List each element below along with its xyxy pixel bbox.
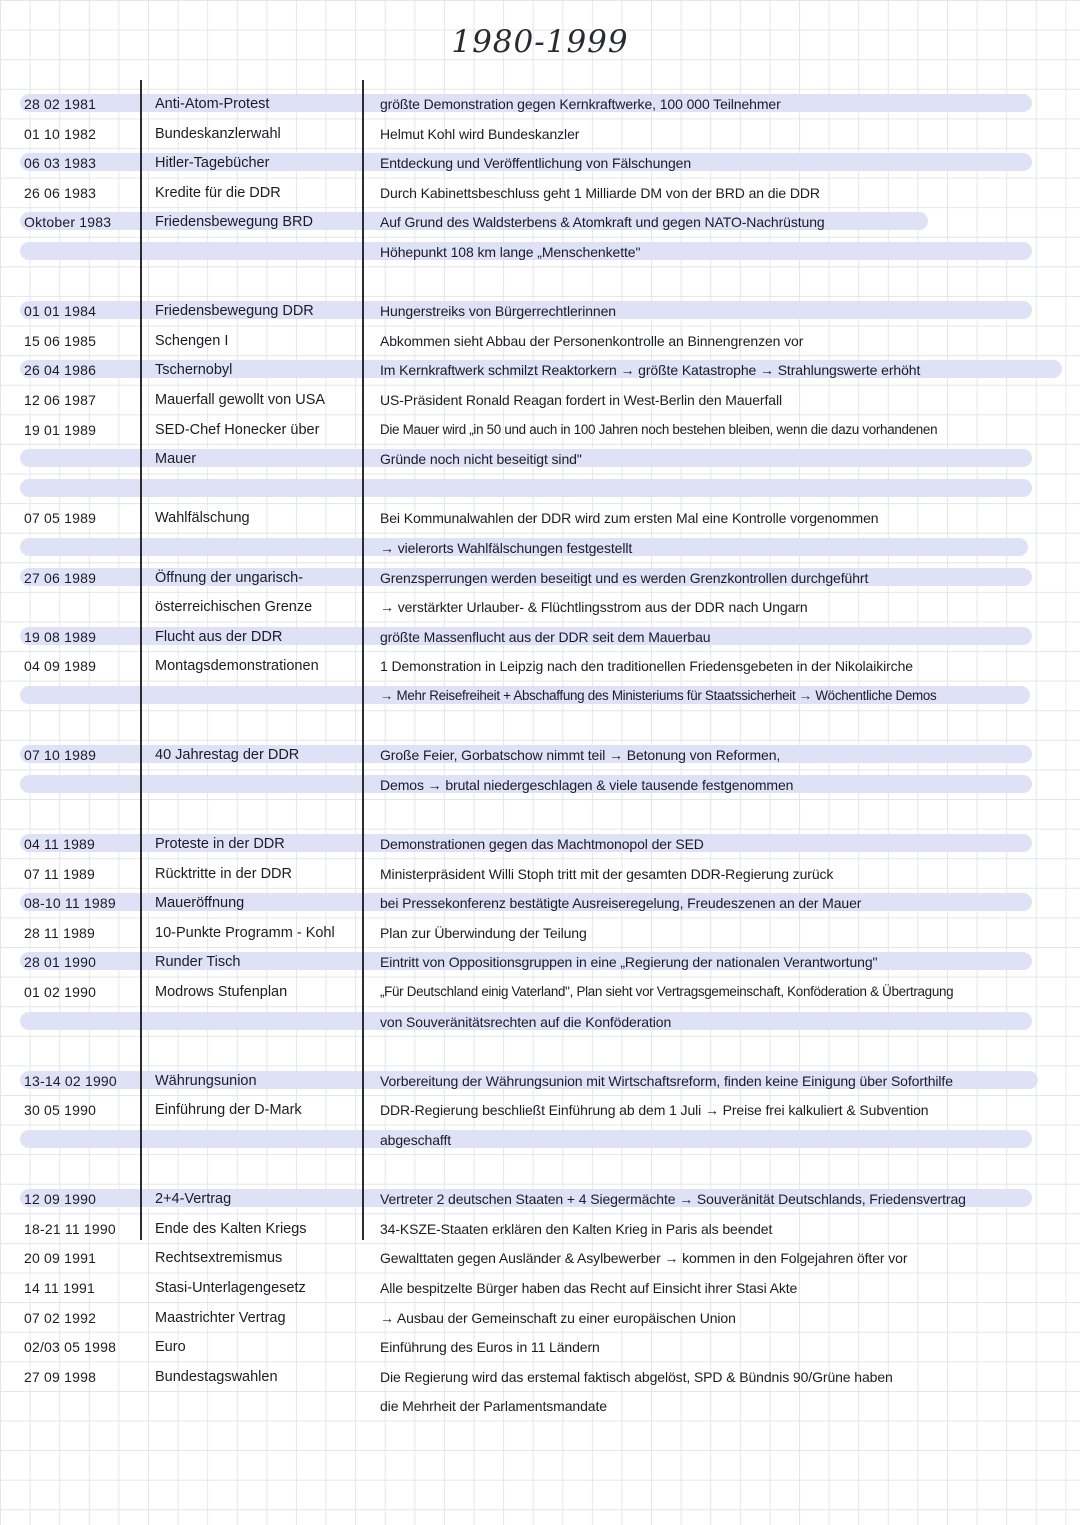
row-line bbox=[0, 859, 1080, 889]
event-cell: 40 Jahrestag der DDR bbox=[155, 747, 300, 764]
row-line bbox=[0, 592, 1080, 622]
timeline-row bbox=[0, 859, 1080, 889]
event-cell: Mauerfall gewollt von USA bbox=[155, 392, 326, 408]
date-cell: 18-21 11 1990 bbox=[24, 1220, 116, 1237]
row-line bbox=[0, 178, 1080, 208]
row-line bbox=[0, 355, 1080, 385]
date-cell: 01 10 1982 bbox=[24, 125, 97, 142]
date-cell: 13-14 02 1990 bbox=[24, 1072, 117, 1089]
row-line bbox=[0, 326, 1080, 356]
timeline-row bbox=[0, 296, 1080, 326]
description-cell: → verstärkter Urlauber- & Flüchtlingsstrom aus der DDR nach Ungarn bbox=[380, 599, 808, 616]
description-cell: Demos → brutal niedergeschlagen & viele tausende festgenommen bbox=[380, 776, 794, 793]
event-cell: Runder Tisch bbox=[155, 954, 241, 971]
timeline-row bbox=[0, 1066, 1080, 1096]
timeline-row bbox=[0, 1362, 1080, 1421]
event-cell: Friedensbewegung DDR bbox=[155, 303, 314, 320]
timeline-row bbox=[0, 977, 1080, 1036]
date-cell: 01 01 1984 bbox=[24, 303, 97, 320]
row-line bbox=[0, 651, 1080, 681]
row-line bbox=[0, 918, 1080, 948]
description-cell: Die Regierung wird das erstemal faktisch abgelöst, SPD & Bündnis 90/Grüne haben bbox=[380, 1368, 893, 1385]
description-cell: abgeschafft bbox=[380, 1131, 452, 1148]
timeline-row bbox=[0, 1273, 1080, 1303]
row-line bbox=[0, 1066, 1080, 1096]
description-cell: größte Demonstration gegen Kernkraftwerke, 100 000 Teilnehmer bbox=[380, 96, 781, 112]
event-cell: Hitler-Tagebücher bbox=[155, 155, 270, 172]
event-cell: Rechtsextremismus bbox=[155, 1250, 283, 1267]
row-line bbox=[0, 622, 1080, 652]
timeline-row bbox=[0, 918, 1080, 948]
date-cell: 07 02 1992 bbox=[24, 1309, 97, 1326]
timeline-row bbox=[0, 385, 1080, 415]
description-cell: → Ausbau der Gemeinschaft zu einer europäischen Union bbox=[380, 1309, 736, 1326]
row-line bbox=[0, 1214, 1080, 1244]
row-line bbox=[0, 1391, 1080, 1421]
row-line bbox=[0, 1095, 1080, 1125]
row-line bbox=[0, 888, 1080, 918]
timeline-row bbox=[0, 355, 1080, 385]
timeline-row bbox=[0, 622, 1080, 652]
description-cell: Grenzsperrungen werden beseitigt und es werden Grenzkontrollen durchgeführt bbox=[380, 569, 869, 586]
description-cell: Hungerstreiks von Bürgerrechtlerinnen bbox=[380, 303, 616, 320]
timeline-row bbox=[0, 947, 1080, 977]
description-cell: Entdeckung und Veröffentlichung von Fälschungen bbox=[380, 155, 692, 172]
event-cell: Maueröffnung bbox=[155, 895, 245, 912]
timeline-row bbox=[0, 1214, 1080, 1244]
description-cell: DDR-Regierung beschließt Einführung ab dem 1 Juli → Preise frei kalkuliert & Subvention bbox=[380, 1102, 929, 1119]
row-line bbox=[0, 1243, 1080, 1273]
timeline-row bbox=[0, 563, 1080, 622]
timeline-row bbox=[0, 829, 1080, 859]
description-cell: 34-KSZE-Staaten erklären den Kalten Krieg in Paris als beendet bbox=[380, 1220, 773, 1237]
date-cell: 01 02 1990 bbox=[24, 984, 97, 1000]
description-cell: Vorbereitung der Währungsunion mit Wirtschaftsreform, finden keine Einigung über Soforthilfe bbox=[380, 1072, 953, 1089]
event-cell: Mauer bbox=[155, 451, 197, 468]
row-line bbox=[0, 1007, 1080, 1037]
date-cell: 07 11 1989 bbox=[24, 865, 96, 882]
event-cell: Montagsdemonstrationen bbox=[155, 658, 319, 675]
description-cell: von Souveränitätsrechten auf die Konföderation bbox=[380, 1013, 672, 1030]
page-title: 1980-1999 bbox=[451, 24, 629, 60]
row-line bbox=[0, 770, 1080, 800]
timeline-row bbox=[0, 651, 1080, 710]
date-cell: 28 01 1990 bbox=[24, 954, 97, 971]
date-cell: 30 05 1990 bbox=[24, 1102, 97, 1119]
event-cell: Friedensbewegung BRD bbox=[155, 214, 313, 231]
date-cell: 12 09 1990 bbox=[24, 1191, 97, 1208]
timeline-row bbox=[0, 89, 1080, 119]
event-cell: Rücktritte in der DDR bbox=[155, 865, 292, 882]
description-cell: „Für Deutschland einig Vaterland", Plan sieht vor Vertragsgemeinschaft, Konföderation & Übertragung bbox=[380, 984, 954, 999]
row-line bbox=[0, 947, 1080, 977]
timeline-row bbox=[0, 503, 1080, 562]
description-cell: US-Präsident Ronald Reagan fordert in West-Berlin den Mauerfall bbox=[380, 392, 782, 408]
date-cell: 28 02 1981 bbox=[24, 96, 97, 112]
timeline-row bbox=[0, 1332, 1080, 1362]
row-line bbox=[0, 1332, 1080, 1362]
timeline-row bbox=[0, 415, 1080, 474]
row-line bbox=[0, 119, 1080, 149]
event-cell: Wahlfälschung bbox=[155, 510, 250, 527]
row-line bbox=[0, 740, 1080, 770]
event-cell: Bundestagswahlen bbox=[155, 1368, 278, 1385]
description-cell: Die Mauer wird „in 50 und auch in 100 Jahren noch bestehen bleiben, wenn die dazu vorhandenen bbox=[380, 421, 938, 437]
event-cell: Bundeskanzlerwahl bbox=[155, 125, 281, 142]
row-line bbox=[0, 148, 1080, 178]
timeline-row bbox=[0, 1303, 1080, 1333]
row-line bbox=[0, 444, 1080, 474]
event-cell: Ende des Kalten Kriegs bbox=[155, 1220, 307, 1237]
description-cell: Demonstrationen gegen das Machtmonopol der SED bbox=[380, 836, 704, 852]
date-cell: 26 04 1986 bbox=[24, 362, 97, 379]
row-line bbox=[0, 207, 1080, 237]
timeline-row bbox=[0, 1184, 1080, 1214]
date-cell: 12 06 1987 bbox=[24, 392, 97, 408]
event-cell: österreichischen Grenze bbox=[155, 599, 313, 616]
timeline-row bbox=[0, 1095, 1080, 1154]
row-line bbox=[0, 533, 1080, 563]
event-cell: Maastrichter Vertrag bbox=[155, 1309, 286, 1326]
date-cell: 27 06 1989 bbox=[24, 569, 97, 586]
row-line bbox=[0, 1303, 1080, 1333]
date-cell: 19 01 1989 bbox=[24, 421, 97, 438]
row-line bbox=[0, 385, 1080, 415]
date-cell: 20 09 1991 bbox=[24, 1250, 97, 1267]
row-line bbox=[0, 1125, 1080, 1155]
row-line bbox=[0, 681, 1080, 711]
description-cell: Große Feier, Gorbatschow nimmt teil → Betonung von Reformen, bbox=[380, 747, 781, 764]
date-cell: 14 11 1991 bbox=[24, 1280, 96, 1296]
description-cell: Ministerpräsident Willi Stoph tritt mit der gesamten DDR-Regierung zurück bbox=[380, 865, 834, 882]
timeline-row bbox=[0, 148, 1080, 178]
description-cell: Vertreter 2 deutschen Staaten + 4 Siegermächte → Souveränität Deutschlands, Friedensvertrag bbox=[380, 1191, 966, 1208]
timeline-row bbox=[0, 326, 1080, 356]
description-cell: Gewalttaten gegen Ausländer & Asylbewerber → kommen in den Folgejahren öfter vor bbox=[380, 1250, 908, 1267]
row-line bbox=[0, 563, 1080, 593]
description-cell: Durch Kabinettsbeschluss geht 1 Milliarde DM von der BRD an die DDR bbox=[380, 184, 820, 201]
row-line bbox=[0, 1362, 1080, 1392]
event-cell: Proteste in der DDR bbox=[155, 836, 285, 852]
event-cell: Anti-Atom-Protest bbox=[155, 96, 270, 112]
row-line bbox=[0, 415, 1080, 445]
date-cell: 06 03 1983 bbox=[24, 155, 97, 172]
date-cell: 26 06 1983 bbox=[24, 184, 97, 201]
event-cell: Öffnung der ungarisch- bbox=[155, 569, 304, 586]
row-line bbox=[0, 503, 1080, 533]
description-cell: Auf Grund des Waldsterbens & Atomkraft und gegen NATO-Nachrüstung bbox=[380, 214, 825, 231]
row-line bbox=[0, 89, 1080, 119]
row-line bbox=[0, 977, 1080, 1007]
timeline-row bbox=[0, 119, 1080, 149]
date-cell: 02/03 05 1998 bbox=[24, 1339, 117, 1356]
timeline-row bbox=[0, 178, 1080, 208]
date-cell: 07 10 1989 bbox=[24, 747, 97, 764]
row-line bbox=[0, 1184, 1080, 1214]
date-cell: 04 11 1989 bbox=[24, 836, 96, 852]
date-cell: 04 09 1989 bbox=[24, 658, 97, 675]
row-line bbox=[0, 296, 1080, 326]
description-cell: Helmut Kohl wird Bundeskanzler bbox=[380, 125, 580, 142]
description-cell: → Mehr Reisefreiheit + Abschaffung des Ministeriums für Staatssicherheit → Wöchentliche Demos bbox=[380, 687, 937, 703]
description-cell: größte Massenflucht aus der DDR seit dem Mauerbau bbox=[380, 628, 711, 645]
description-cell: die Mehrheit der Parlamentsmandate bbox=[380, 1398, 607, 1415]
date-cell: 07 05 1989 bbox=[24, 510, 97, 527]
date-cell: 08-10 11 1989 bbox=[24, 895, 116, 912]
description-cell: Einführung des Euros in 11 Ländern bbox=[380, 1339, 600, 1356]
row-line bbox=[0, 829, 1080, 859]
event-cell: 2+4-Vertrag bbox=[155, 1191, 232, 1208]
row-line bbox=[0, 237, 1080, 267]
event-cell: Einführung der D-Mark bbox=[155, 1102, 302, 1119]
description-cell: Im Kernkraftwerk schmilzt Reaktorkern → größte Katastrophe → Strahlungswerte erhöht bbox=[380, 362, 921, 379]
timeline-row bbox=[0, 1243, 1080, 1273]
description-cell: → vielerorts Wahlfälschungen festgestellt bbox=[380, 539, 633, 556]
description-cell: Eintritt von Oppositionsgruppen in eine „Regierung der nationalen Verantwortung" bbox=[380, 954, 878, 971]
timeline-row bbox=[0, 740, 1080, 799]
event-cell: 10-Punkte Programm - Kohl bbox=[155, 924, 335, 941]
event-cell: Stasi-Unterlagengesetz bbox=[155, 1280, 306, 1296]
event-cell: Euro bbox=[155, 1339, 186, 1356]
event-cell: Währungsunion bbox=[155, 1072, 257, 1089]
date-cell: 15 06 1985 bbox=[24, 332, 97, 349]
description-cell: bei Pressekonferenz bestätigte Ausreiseregelung, Freudeszenen an der Mauer bbox=[380, 895, 862, 912]
event-cell: Tschernobyl bbox=[155, 362, 233, 379]
date-cell: 19 08 1989 bbox=[24, 628, 97, 645]
description-cell: Bei Kommunalwahlen der DDR wird zum ersten Mal eine Kontrolle vorgenommen bbox=[380, 510, 879, 527]
event-cell: SED-Chef Honecker über bbox=[155, 421, 320, 438]
description-cell: Abkommen sieht Abbau der Personenkontrolle an Binnengrenzen vor bbox=[380, 332, 804, 349]
row-line bbox=[0, 1273, 1080, 1303]
description-cell: Gründe noch nicht beseitigt sind" bbox=[380, 451, 582, 468]
date-cell: Oktober 1983 bbox=[24, 214, 112, 231]
description-cell: Plan zur Überwindung der Teilung bbox=[380, 924, 587, 941]
description-cell: 1 Demonstration in Leipzig nach den traditionellen Friedensgebeten in der Nikolaikirche bbox=[380, 658, 913, 675]
timeline-row bbox=[0, 888, 1080, 918]
event-cell: Kredite für die DDR bbox=[155, 184, 281, 201]
event-cell: Modrows Stufenplan bbox=[155, 984, 288, 1000]
date-cell: 28 11 1989 bbox=[24, 924, 96, 941]
event-cell: Schengen I bbox=[155, 332, 229, 349]
description-cell: Alle bespitzelte Bürger haben das Recht auf Einsicht ihrer Stasi Akte bbox=[380, 1280, 798, 1296]
description-cell: Höhepunkt 108 km lange „Menschenkette" bbox=[380, 243, 641, 260]
date-cell: 27 09 1998 bbox=[24, 1368, 97, 1385]
timeline-row bbox=[0, 207, 1080, 266]
highlight-band bbox=[20, 479, 1032, 497]
event-cell: Flucht aus der DDR bbox=[155, 628, 283, 645]
